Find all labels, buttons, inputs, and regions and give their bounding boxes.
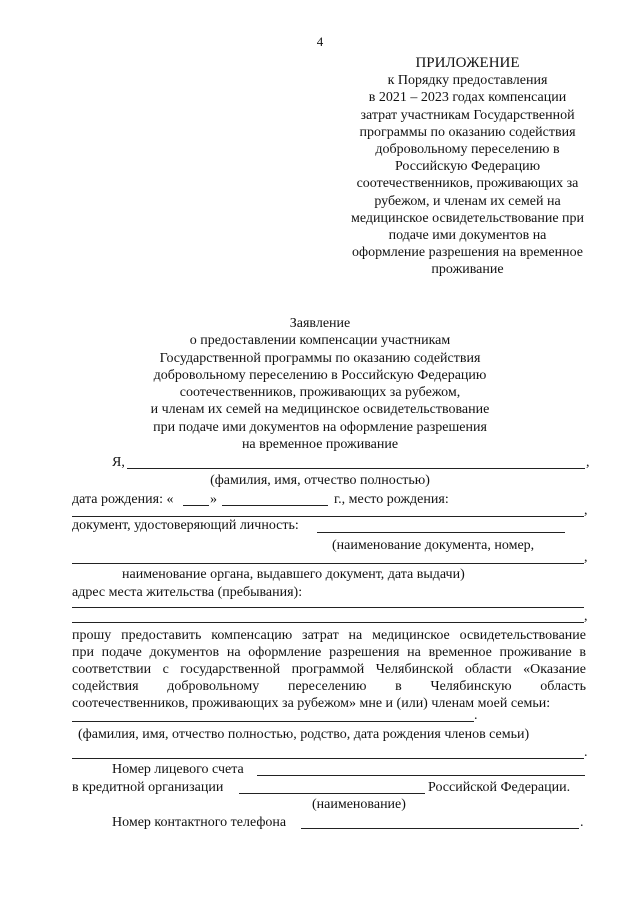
phone-label: Номер контактного телефона <box>112 815 287 830</box>
page-number: 4 <box>316 34 324 49</box>
appendix-line: оформление разрешения на временное <box>352 245 583 261</box>
statement-line: Государственной программы по оказанию содействия <box>159 350 481 366</box>
period: . <box>580 815 584 830</box>
appendix-line: подаче ими документов на <box>388 228 547 244</box>
bank-field[interactable] <box>239 793 425 794</box>
birth-quote-close: » <box>210 492 217 507</box>
id-doc-issuer-field[interactable] <box>72 563 584 564</box>
period: . <box>474 708 478 723</box>
request-line-last: соотечественников, проживающих за рубежом» мне и (или) членам моей семьи: <box>72 696 551 711</box>
family-field-2[interactable] <box>72 758 584 759</box>
appendix-line: Российскую Федерацию <box>394 159 541 175</box>
family-field[interactable] <box>72 721 474 722</box>
family-hint: (фамилия, имя, отчество полностью, родство, дата рождения членов семьи) <box>78 727 530 742</box>
statement-line: и членам их семей на медицинское освидетельствование <box>150 402 490 418</box>
appendix-line: рубежом, и членам их семей на <box>374 193 561 209</box>
statement-heading <box>0 315 640 453</box>
comma: , <box>584 503 588 518</box>
id-doc-label: документ, удостоверяющий личность: <box>72 518 299 533</box>
issuer-hint: наименование органа, выдавшего документ, дата выдачи) <box>122 567 465 582</box>
address-label: адрес места жительства (пребывания): <box>72 585 303 600</box>
period: . <box>584 745 588 760</box>
i-label: Я, <box>112 455 125 470</box>
account-label: Номер лицевого счета <box>112 762 244 777</box>
appendix-line: добровольному переселению в <box>375 142 560 158</box>
id-doc-hint: (наименование документа, номер, <box>332 538 535 553</box>
appendix-line: затрат участникам Государственной <box>360 107 575 123</box>
id-doc-field[interactable] <box>317 532 565 533</box>
statement-title: Заявление <box>289 316 351 331</box>
birth-month-year-field[interactable] <box>222 505 328 506</box>
appendix-line: соотечественников, проживающих за <box>356 176 579 192</box>
birth-date-label: дата рождения: « <box>72 492 174 507</box>
birth-place-label: г., место рождения: <box>334 492 449 507</box>
statement-line: о предоставлении компенсации участникам <box>189 333 451 349</box>
appendix-header <box>330 55 605 279</box>
statement-line: при подаче ими документов на оформление разрешения <box>153 419 487 435</box>
address-field-2[interactable] <box>72 622 584 623</box>
request-line: прошу предоставить компенсацию затрат на медицинское освидетельствование <box>72 628 586 643</box>
statement-line: добровольному переселению в Российскую Федерацию <box>153 367 487 383</box>
birth-day-field[interactable] <box>183 505 209 506</box>
appendix-line: медицинское освидетельствование при <box>350 210 585 226</box>
account-field[interactable] <box>257 775 585 776</box>
appendix-line: проживание <box>431 262 504 278</box>
address-field-1[interactable] <box>72 607 584 608</box>
fio-hint: (фамилия, имя, отчество полностью) <box>210 473 430 488</box>
request-line: содействия добровольному переселению в Челябинскую область <box>72 679 586 694</box>
bank-hint: (наименование) <box>312 797 406 812</box>
appendix-line: к Порядку предоставления <box>387 73 548 89</box>
comma: , <box>586 455 590 470</box>
comma: , <box>584 550 588 565</box>
bank-label: в кредитной организации <box>72 780 224 795</box>
phone-field[interactable] <box>301 828 579 829</box>
bank-suffix: Российской Федерации. <box>428 780 571 795</box>
request-line: при подаче документов на оформление разрешения на временное проживание в <box>72 645 586 660</box>
comma: , <box>584 609 588 624</box>
statement-line: на временное проживание <box>241 437 399 453</box>
statement-line: соотечественников, проживающих за рубежом, <box>179 385 461 401</box>
appendix-title: ПРИЛОЖЕНИЕ <box>415 55 520 71</box>
appendix-line: программы по оказанию содействия <box>359 124 576 140</box>
fio-field[interactable] <box>127 468 585 469</box>
request-line: соответствии с государственной программой Челябинской области «Оказание <box>72 662 586 677</box>
appendix-line: в 2021 – 2023 годах компенсации <box>368 90 567 106</box>
